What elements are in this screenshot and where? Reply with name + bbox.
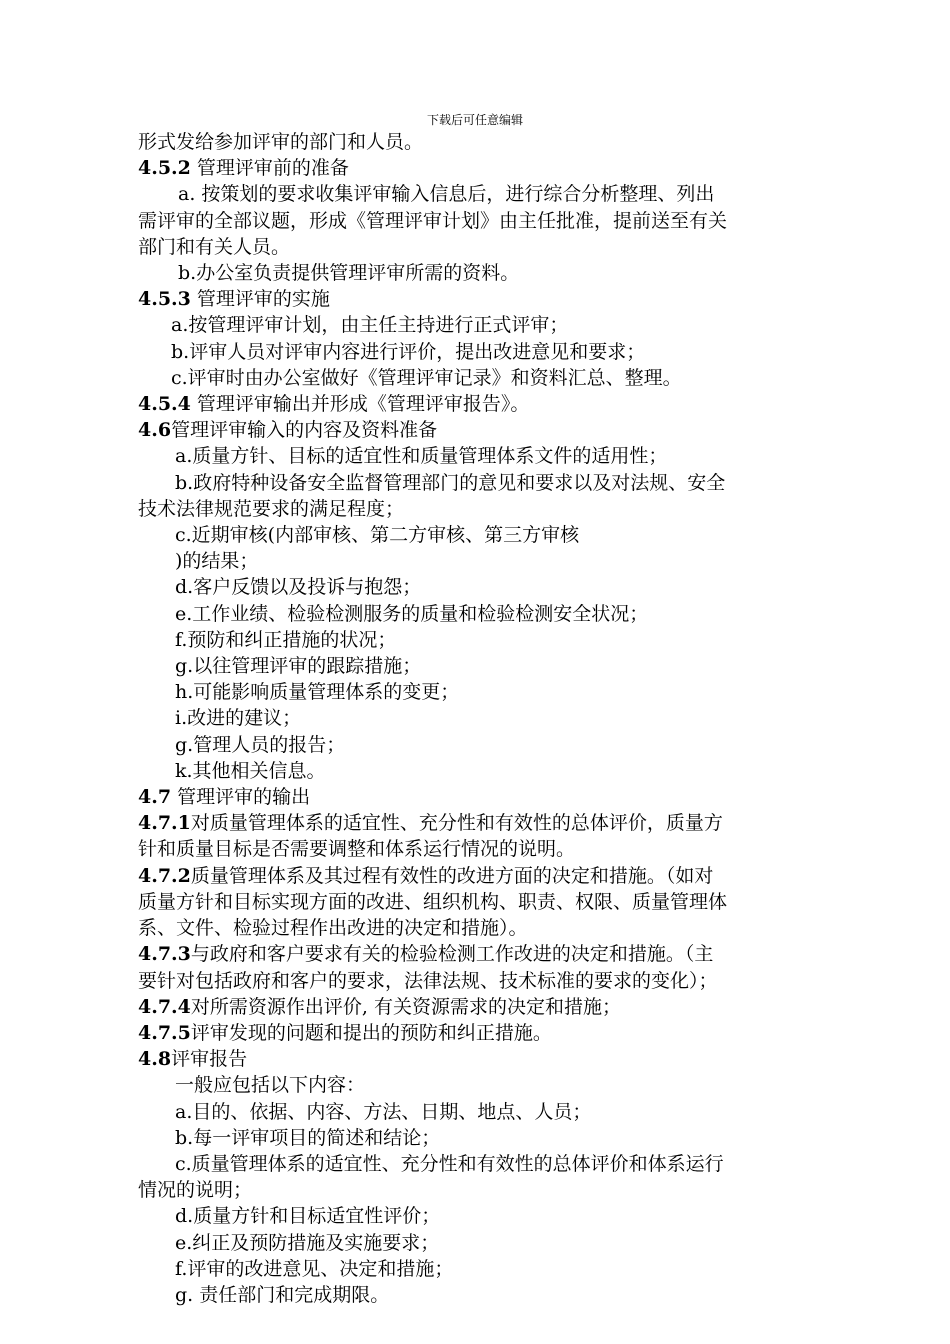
section-number: 4.5.3 [138, 288, 191, 311]
section-heading-4-7-1 [138, 810, 838, 836]
text-line: 系、文件、检验过程作出改进的决定和措施）。 [138, 917, 528, 940]
text-line: )的结果； [175, 550, 259, 573]
document-body [138, 129, 838, 1308]
section-heading-4-7-3 [138, 941, 838, 967]
section-number: 4.5.2 [138, 157, 191, 180]
list-item: c.质量管理体系的适宜性、充分性和有效性的总体评价和体系运行 [175, 1152, 724, 1175]
section-number: 4.7.1 [138, 812, 191, 835]
list-item: g. 责任部门和完成期限。 [175, 1283, 390, 1306]
section-heading-4-8 [138, 1046, 838, 1072]
section-title: 评审报告 [171, 1048, 248, 1071]
list-item: h.可能影响质量管理体系的变更； [175, 681, 460, 704]
section-text: 对质量管理体系的适宜性、充分性和有效性的总体评价，质量方 [190, 812, 723, 835]
section-heading-4-5-3 [138, 286, 838, 312]
section-title: 管理评审输入的内容及资料准备 [171, 419, 438, 442]
text-line: 质量方针和目标实现方面的改进、组织机构、职责、权限、质量管理体 [138, 890, 728, 913]
section-number: 4.6 [138, 419, 172, 442]
list-item: b.办公室负责提供管理评审所需的资料。 [178, 262, 520, 285]
section-heading-4-7-5 [138, 1020, 838, 1046]
list-item: d.客户反馈以及投诉与抱怨； [175, 576, 422, 599]
section-heading-4-5-2 [138, 155, 838, 181]
section-number: 4.7.2 [138, 864, 191, 887]
text-line: a. 按策划的要求收集评审输入信息后，进行综合分析整理、列出 [178, 183, 715, 206]
section-number: 4.7.4 [138, 995, 191, 1018]
section-title: 管理评审前的准备 [190, 157, 349, 180]
list-item: b.每一评审项目的简述和结论； [175, 1126, 441, 1149]
page-header: 下载后可任意编辑 [426, 113, 523, 127]
section-text: 与政府和客户要求有关的检验检测工作改进的决定和措施。（主 [190, 943, 714, 966]
section-heading-4-7-4 [138, 994, 838, 1020]
list-item: g.管理人员的报告； [175, 733, 346, 756]
list-item: k.其他相关信息。 [175, 759, 326, 782]
section-title: 管理评审的实施 [190, 288, 330, 311]
list-item: e.工作业绩、检验检测服务的质量和检验检测安全状况； [175, 602, 649, 625]
list-item: f.预防和纠正措施的状况； [175, 628, 397, 651]
text-line: 要针对包括政府和客户的要求，法律法规、技术标准的要求的变化）； [138, 969, 718, 992]
list-item: b.评审人员对评审内容进行评价，提出改进意见和要求； [171, 340, 646, 363]
text-line: 部门和有关人员。 [138, 235, 291, 258]
text-line: 针和质量目标是否需要调整和体系运行情况的说明。 [138, 838, 576, 861]
list-item: d.质量方针和目标适宜性评价； [175, 1205, 441, 1228]
list-item: a.质量方针、目标的适宜性和质量管理体系文件的适用性； [175, 445, 668, 468]
section-title: 管理评审输出并形成《管理评审报告》。 [190, 393, 530, 416]
section-text: 对所需资源作出评价, 有关资源需求的决定和措施； [190, 995, 621, 1018]
section-number: 4.5.4 [138, 393, 191, 416]
list-item: b.政府特种设备安全监督管理部门的意见和要求以及对法规、安全 [175, 471, 726, 494]
list-item: a.按管理评审计划，由主任主持进行正式评审； [171, 314, 569, 337]
list-item: c.评审时由办公室做好《管理评审记录》和资料汇总、整理。 [171, 366, 682, 389]
section-number: 4.7 [138, 786, 172, 809]
list-item: a.目的、依据、内容、方法、日期、地点、人员； [175, 1100, 592, 1123]
section-number: 4.7.5 [138, 1021, 191, 1044]
list-item: g.以往管理评审的跟踪措施； [175, 655, 422, 678]
section-number: 4.8 [138, 1048, 172, 1071]
section-text: 评审发现的问题和提出的预防和纠正措施。 [190, 1021, 552, 1044]
text-line: 技术法律规范要求的满足程度； [138, 497, 405, 520]
list-item: f.评审的改进意见、决定和措施； [175, 1257, 454, 1280]
list-item: i.改进的建议； [175, 707, 302, 730]
text-line: 需评审的全部议题，形成《管理评审计划》由主任批准，提前送至有关 [138, 209, 728, 232]
section-text: 质量管理体系及其过程有效性的改进方面的决定和措施。（如对 [190, 864, 714, 887]
section-heading-4-7 [138, 784, 838, 810]
text-line: 情况的说明； [138, 1179, 253, 1202]
section-title: 管理评审的输出 [171, 786, 311, 809]
text-line: 形式发给参加评审的部门和人员。 [138, 131, 424, 153]
section-number: 4.7.3 [138, 943, 191, 966]
section-heading-4-5-4 [138, 391, 838, 417]
text-line: 一般应包括以下内容： [175, 1074, 366, 1097]
list-item: c.近期审核(内部审核、第二方审核、第三方审核 [175, 524, 580, 547]
section-heading-4-6 [138, 417, 838, 443]
list-item: e.纠正及预防措施及实施要求； [175, 1231, 440, 1254]
section-heading-4-7-2 [138, 863, 838, 889]
